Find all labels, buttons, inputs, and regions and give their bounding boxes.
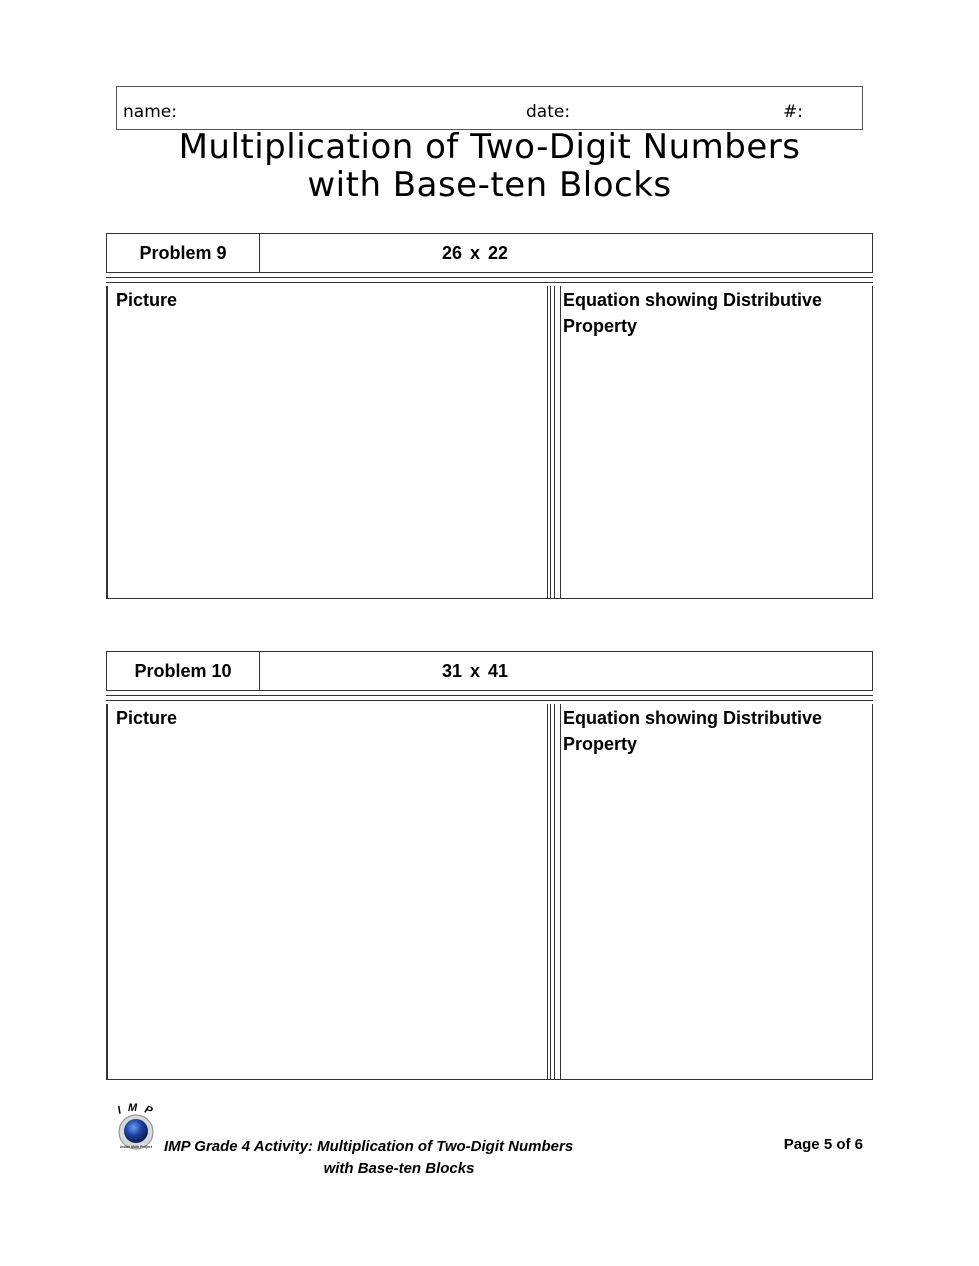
column-divider-2 (554, 704, 555, 1079)
student-info-box (116, 86, 863, 130)
svg-text:M: M (128, 1102, 138, 1114)
problem-header-row (106, 651, 873, 691)
equation-label: Equation showing Distributive Property (563, 708, 823, 754)
equation-label: Equation showing Distributive Property (563, 290, 823, 336)
problem-label: Problem 10 (107, 652, 260, 690)
picture-label: Picture (116, 290, 178, 310)
title-line-2: with Base-ten Blocks (307, 165, 672, 205)
double-rule-top (106, 695, 873, 696)
picture-cell-border (107, 704, 548, 1079)
column-divider-1 (550, 704, 551, 1079)
problem-label: Problem 9 (107, 234, 260, 272)
date-field-label: date: (526, 102, 571, 122)
double-rule-bottom (106, 282, 873, 283)
work-area (106, 286, 873, 599)
picture-cell[interactable] (107, 704, 547, 1079)
number-field-label: #: (783, 102, 803, 122)
svg-text:P: P (142, 1103, 154, 1118)
svg-text:Inside Math Project: Inside Math Project (119, 1145, 153, 1149)
footer-title-line-1: IMP Grade 4 Activity: Multiplication of Two-Digit Numbers (164, 1138, 574, 1155)
picture-cell[interactable] (107, 286, 547, 598)
imp-logo-icon (112, 1102, 162, 1152)
picture-label: Picture (116, 708, 178, 728)
page-number: Page 5 of 6 (783, 1136, 863, 1153)
problem-block (106, 233, 873, 599)
double-rule-top (106, 277, 873, 278)
page-footer (0, 1100, 979, 1190)
problem-header-row (106, 233, 873, 273)
footer-title-line-2: with Base-ten Blocks (323, 1160, 475, 1177)
name-field-label: name: (123, 102, 177, 122)
picture-cell-border (107, 286, 548, 598)
worksheet-title (0, 128, 979, 204)
work-area (106, 704, 873, 1080)
problem-expression: 31 x 41 (441, 661, 509, 681)
problem-expression: 26 x 22 (441, 243, 509, 263)
equation-cell[interactable] (561, 286, 872, 598)
equation-cell[interactable] (561, 704, 872, 1079)
column-divider-1 (550, 286, 551, 598)
column-divider-2 (554, 286, 555, 598)
double-rule-bottom (106, 700, 873, 701)
svg-text:I: I (115, 1104, 123, 1117)
title-line-1: Multiplication of Two-Digit Numbers (178, 127, 801, 167)
problem-block (106, 651, 873, 1081)
